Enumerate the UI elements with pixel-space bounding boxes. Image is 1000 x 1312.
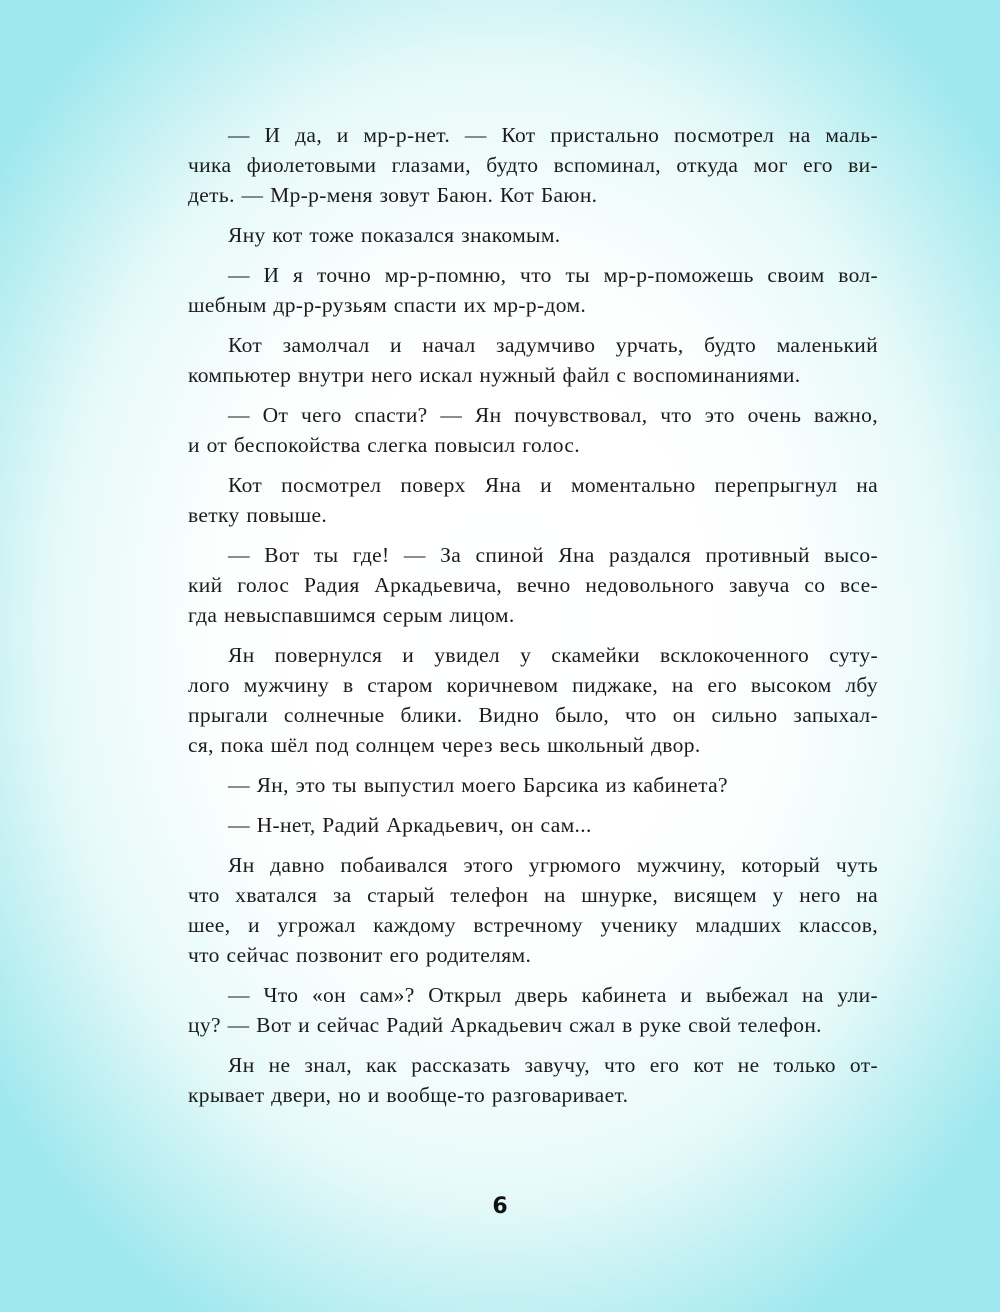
paragraph-1 <box>150 120 878 210</box>
paragraph-2 <box>150 220 878 250</box>
text-line: Яну кот тоже показался знакомым. <box>228 223 561 247</box>
text-line: деть. — Мр-р-меня зовут Баюн. Кот Баюн. <box>188 183 598 207</box>
text-line: — Н-нет, Радий Аркадьевич, он сам... <box>228 813 592 837</box>
text-line: кий голос Радия Аркадьевича, вечно недовольного завуча со все- <box>188 573 878 597</box>
text-line: ся, пока шёл под солнцем через весь школьный двор. <box>188 733 701 757</box>
text-line: прыгали солнечные блики. Видно было, что он сильно запыхал- <box>188 703 878 727</box>
paragraph-4 <box>150 330 878 390</box>
text-line: — И я точно мр-р-помню, что ты мр-р-поможешь своим вол- <box>228 263 878 287</box>
paragraph-11 <box>150 850 878 970</box>
paragraph-3 <box>150 260 878 320</box>
paragraph-9 <box>150 770 878 800</box>
text-line: — Ян, это ты выпустил моего Барсика из кабинета? <box>228 773 728 797</box>
text-line: Кот посмотрел поверх Яна и моментально перепрыгнул на <box>228 473 878 497</box>
paragraph-7 <box>150 540 878 630</box>
text-line: гда невыспавшимся серым лицом. <box>188 603 515 627</box>
text-line: Кот замолчал и начал задумчиво урчать, будто маленький <box>228 333 878 357</box>
text-line: Ян не знал, как рассказать завучу, что его кот не только от- <box>228 1053 878 1077</box>
text-line: — От чего спасти? — Ян почувствовал, что это очень важно, <box>228 403 878 427</box>
text-line: — Вот ты где! — За спиной Яна раздался противный высо- <box>228 543 878 567</box>
paragraph-10 <box>150 810 878 840</box>
paragraph-12 <box>150 980 878 1040</box>
text-line: Ян давно побаивался этого угрюмого мужчину, который чуть <box>228 853 878 877</box>
paragraph-8 <box>150 640 878 760</box>
text-line: ветку повыше. <box>188 503 328 527</box>
text-line: Ян повернулся и увидел у скамейки всклокоченного суту- <box>228 643 878 667</box>
text-line: — Что «он сам»? Открыл дверь кабинета и выбежал на ули- <box>228 983 878 1007</box>
text-line: шее, и угрожал каждому встречному ученику младших классов, <box>188 913 878 937</box>
paragraph-13 <box>150 1050 878 1110</box>
paragraph-5 <box>150 400 878 460</box>
text-line: лого мужчину в старом коричневом пиджаке, на его высоком лбу <box>188 673 878 697</box>
paragraph-6 <box>150 470 878 530</box>
text-line: крывает двери, но и вообще-то разговаривает. <box>188 1083 629 1107</box>
text-line: и от беспокойства слегка повысил голос. <box>188 433 580 457</box>
text-line: шебным др-р-рузьям спасти их мр-р-дом. <box>188 293 587 317</box>
text-line: цу? — Вот и сейчас Радий Аркадьевич сжал в руке свой телефон. <box>188 1013 822 1037</box>
book-page-text <box>150 120 878 1120</box>
text-line: — И да, и мр-р-нет. — Кот пристально посмотрел на маль- <box>228 123 878 147</box>
page-number: 6 <box>492 1194 508 1219</box>
text-line: что сейчас позвонит его родителям. <box>188 943 532 967</box>
text-line: чика фиолетовыми глазами, будто вспоминал, откуда мог его ви- <box>188 153 878 177</box>
text-line: что хватался за старый телефон на шнурке, висящем у него на <box>188 883 878 907</box>
text-line: компьютер внутри него искал нужный файл с воспоминаниями. <box>188 363 801 387</box>
